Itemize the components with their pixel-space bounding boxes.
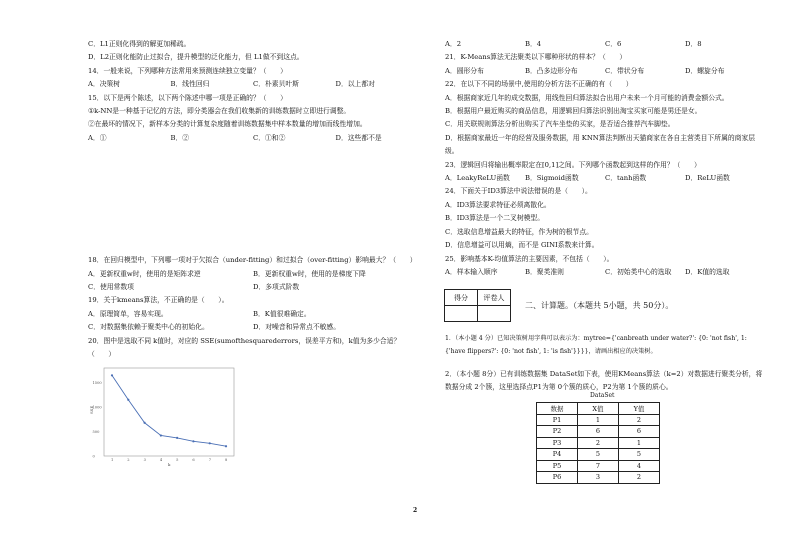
sse-series-line — [112, 375, 226, 446]
dataset-row — [537, 460, 660, 472]
sse-data-point — [225, 445, 227, 447]
q24-option-c: C．选取信息增益最大的特征，作为树的根节点。 — [445, 227, 593, 236]
dataset-cell: P2 — [537, 426, 578, 438]
q19-stem: 19．关于kmeans算法，不正确的是（ ）。 — [88, 296, 229, 305]
q18-option: A．更新权重w时，使用的是矩阵求逆 — [88, 269, 201, 278]
dataset-row — [537, 414, 660, 426]
x-tick-label: 1 — [111, 457, 114, 462]
dataset-cell: 2 — [619, 472, 660, 484]
q23-stem: 23．逻辑回归将输出概率限定在[0,1]之间。下列哪个函数起到这样的作用？（ ） — [445, 160, 701, 169]
q19-option: C．对数据集依赖于聚类中心的初始化。 — [88, 323, 209, 332]
q20-option: B．4 — [525, 40, 542, 48]
x-tick-label: 6 — [192, 457, 195, 462]
q25-option: A．样本输入顺序 — [445, 267, 498, 276]
q20-option: D．8 — [685, 40, 702, 48]
q14-option: C．朴素贝叶斯 — [253, 80, 299, 89]
dataset-cell: 2 — [578, 437, 619, 449]
q22-option-d: D．根据商家最近一年的经营及服务数据，用 KNN算法判断出天猫商家在各自主营类目下所属的商家层级。 — [445, 133, 756, 156]
q21-option: A．圆形分布 — [445, 66, 484, 75]
q18-option: D．多项式阶数 — [253, 283, 300, 292]
q18-options-row1 — [88, 268, 418, 281]
sse-chart — [90, 364, 238, 468]
x-tick-label: 7 — [208, 457, 212, 462]
q23-option: C．tanh函数 — [605, 174, 647, 183]
y-tick-label: 0 — [92, 453, 95, 458]
x-tick-label: 2 — [127, 457, 130, 462]
dataset-row — [537, 472, 660, 484]
q18-option: C．使用常数项 — [88, 283, 134, 292]
dataset-cell: 6 — [578, 426, 619, 438]
grader-label: 评卷人 — [478, 290, 511, 306]
dataset-cell: 6 — [619, 426, 660, 438]
dataset-header-cell: X值 — [578, 403, 619, 415]
q25-option: D．K值的选取 — [685, 267, 730, 276]
dataset-cell: 7 — [578, 460, 619, 472]
dataset-cell: P6 — [537, 472, 578, 484]
q23-option: D．ReLU函数 — [685, 174, 730, 183]
q22-option-a: A．根据商家近几年的成交数据，用线性回归算法拟合出用户未来一个月可能的消费金额公式。 — [445, 93, 729, 102]
dataset-cell: 4 — [619, 460, 660, 472]
q23-option: A．LeakyReLU函数 — [445, 174, 510, 183]
page-number: 2 — [413, 507, 418, 514]
q19-options-row1 — [88, 308, 418, 321]
dataset-cell: 1 — [619, 437, 660, 449]
x-tick-label: 8 — [225, 457, 228, 462]
q23-option: B．Sigmoid函数 — [525, 174, 579, 183]
q24-option-d: D．信息增益可以用熵，而不是 GINI系数来计算。 — [445, 241, 599, 250]
q15-options — [88, 132, 418, 145]
dataset-cell: P4 — [537, 449, 578, 461]
q20-options — [445, 38, 765, 51]
dataset-cell: 5 — [578, 449, 619, 461]
q18-options-row2 — [88, 281, 418, 294]
chart-frame — [104, 368, 234, 456]
q22-stem: 22．在以下不同的场景中,使用的分析方法不正确的有（ ） — [445, 80, 633, 89]
sse-data-point — [209, 442, 211, 444]
x-tick-label: 5 — [176, 457, 179, 462]
dataset-cell: 1 — [578, 414, 619, 426]
right-column — [445, 38, 765, 279]
q23-options — [445, 172, 765, 185]
q14-option: D．以上都对 — [335, 80, 375, 89]
score-table — [444, 289, 511, 322]
q21-option: B．凸多边形分布 — [525, 66, 578, 75]
dataset-cell: P1 — [537, 414, 578, 426]
score-cell — [445, 306, 478, 322]
q22-option-c: C．用关联规则算法分析出购买了汽车坐垫的买家，是否适合推荐汽车脚垫。 — [445, 120, 675, 129]
dataset-header-cell: Y值 — [619, 403, 660, 415]
q22-option-b: B．根据用户最近购买的商品信息，用逻辑回归算法识别出淘宝买家可能是男还是女。 — [445, 107, 702, 116]
sse-data-point — [192, 440, 194, 442]
y-tick-label: 1000 — [92, 404, 102, 409]
score-box — [444, 289, 673, 322]
x-tick-label: 4 — [159, 457, 163, 462]
dataset-row — [537, 449, 660, 461]
q15-stem: 15．以下是两个陈述，以下两个陈述中哪一项是正确的？（ ） — [88, 93, 287, 102]
sse-data-point — [143, 421, 145, 423]
sse-chart-svg — [90, 364, 238, 468]
dataset-row — [537, 437, 660, 449]
grader-cell — [478, 306, 511, 322]
dataset-header-cell: 数据 — [537, 403, 578, 415]
dataset-cell: 3 — [578, 472, 619, 484]
dataset-cell: 2 — [619, 414, 660, 426]
y-tick-label: 500 — [92, 429, 100, 434]
dataset-row — [537, 426, 660, 438]
q14-option: B．线性回归 — [170, 80, 210, 89]
q21-option: C．带状分布 — [605, 66, 645, 75]
q21-options — [445, 65, 765, 78]
q25-stem: 25．影响基本K-均值算法的主要因素，不包括（ ）。 — [445, 254, 614, 263]
section-title: 二、计算题。（本题共 5小题，共 50分）。 — [525, 301, 674, 310]
sse-data-point — [111, 374, 113, 376]
q24-stem: 24．下面关于ID3算法中说法错误的是（ ）。 — [445, 187, 592, 196]
y-axis-label: SSE — [89, 405, 94, 414]
sse-data-point — [160, 434, 162, 436]
q15-option: C．①和② — [253, 133, 286, 142]
sse-data-point — [127, 398, 129, 400]
dataset-cell: 5 — [619, 449, 660, 461]
q24-option-b: B．ID3算法是一个二叉树模型。 — [445, 214, 545, 223]
calc-question-1: 1．（本小题 4 分）已知决策树用字典可以表示为：mytree={'canbreath under water?': {0: 'not fish', 1: {'have flippers?': {0: 'not fish', 1: 'is fish'}}}}，请画出相应的决策树。 — [445, 335, 747, 355]
q25-option: C．初始类中心的选取 — [605, 267, 672, 276]
x-axis-label: k — [168, 461, 171, 467]
q13-option-d: D．L2正则化能防止过拟合，提升模型的泛化能力，但 L1做不到这点。 — [88, 53, 304, 62]
q20-option: A．2 — [445, 40, 462, 48]
blank-space — [88, 145, 418, 254]
q15-option: D．这些都不是 — [335, 133, 382, 142]
dataset-cell: P3 — [537, 437, 578, 449]
q19-option: A．原理简单，容易实现。 — [88, 309, 168, 318]
q19-option: B．K值很难确定。 — [253, 309, 311, 318]
q25-options — [445, 266, 765, 279]
dataset-title: DataSet — [590, 392, 615, 399]
q14-option: A．决策树 — [88, 80, 121, 89]
dataset-cell: P5 — [537, 460, 578, 472]
q19-option: D．对噪音和异常点不敏感。 — [253, 323, 341, 332]
q15-statement-1: ①k-NN是一种基于记忆的方法，即分类器会在我们收集新的训练数据时立即进行调整。 — [88, 107, 351, 116]
q13-option-c: C．L1正则化得到的解更加稀疏。 — [88, 40, 191, 48]
calc-question-2: 2．（本小题 8分）已有训练数据集 DataSet如下表，使用KMeans算法（k=2）对数据进行聚类分析，将数据分成 2个簇，这里选择点P1为第 0个簇的质心，P2为第 1个簇的质心。 — [445, 370, 763, 391]
q25-option: B．聚类准则 — [525, 267, 564, 276]
sse-data-point — [176, 436, 178, 438]
q20-stem: 20．图中是选取不同 k值时，对应的 SSE(sumofthesquarederrors，误差平方和)，k值为多少合适？（ ） — [88, 336, 401, 359]
q18-option: B．更新权重w时，使用的是梯度下降 — [253, 269, 366, 278]
dataset-header-row — [537, 403, 660, 415]
q14-options — [88, 78, 418, 91]
dataset-table — [536, 402, 660, 484]
y-tick-label: 1500 — [92, 380, 102, 385]
q15-option: A．① — [88, 133, 107, 142]
q19-options-row2 — [88, 321, 418, 334]
q18-stem: 18．在回归模型中，下列哪一项对于欠拟合（under-fitting）和过拟合（over-fitting）影响最大？（ ） — [88, 256, 417, 265]
score-label: 得分 — [445, 290, 478, 306]
q14-stem: 14．一般来说，下列哪种方法常用来预测连续独立变量？（ ） — [88, 66, 287, 75]
x-tick-label: 3 — [143, 457, 146, 462]
q24-option-a: A．ID3算法要求特征必须离散化。 — [445, 200, 551, 209]
left-column — [88, 38, 418, 468]
q15-statement-2: ②在最坏的情况下，新样本分类的计算复杂度随着训练数据集中样本数量的增加而线性增加。 — [88, 120, 367, 129]
q20-option: C．6 — [605, 40, 622, 48]
q15-option: B．② — [170, 133, 190, 142]
q21-option: D．螺旋分布 — [685, 66, 725, 75]
q21-stem: 21．K-Means算法无法聚类以下哪种形状的样本？（ ） — [445, 53, 627, 62]
